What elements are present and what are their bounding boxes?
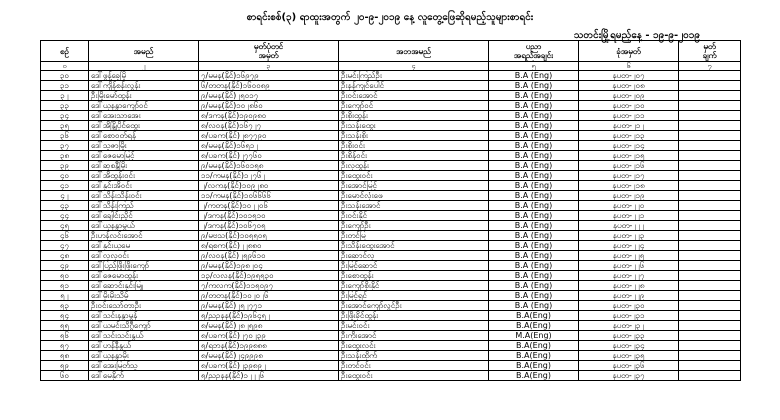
education-cell: B.A (Eng)	[489, 201, 579, 211]
remark-cell	[679, 311, 741, 321]
nrc-cell: ၉/မမန(နိုင်)၂၅၂၇၇၁	[199, 301, 339, 311]
seat-number-cell: နပတ-၂၂၇	[579, 271, 679, 281]
father-name-cell: ဦးမင်းဝင်း	[339, 321, 489, 331]
father-name-cell: ဦးစောထွန်း	[339, 271, 489, 281]
name-cell: ဒေါ်ပြည့်ဖြိုးဖြိုးကျော်	[89, 261, 199, 271]
row-number: ၄၅	[41, 221, 89, 231]
education-cell: B.A (Eng)	[489, 161, 579, 171]
father-name-cell: ဦးကိုးအောင်	[339, 331, 489, 341]
nrc-cell: ၂/ဒကန(နိုင်)၁၀၁၅၁၀	[199, 211, 339, 221]
nrc-cell: ၅/ညဥနန(နိုင်)၁၂၂၂၆	[199, 371, 339, 381]
education-cell: B.A (Eng)	[489, 91, 579, 101]
table-row	[41, 261, 741, 271]
nrc-cell: ၈/မမန(နိုင်)၂၄၉၉၉၈	[199, 351, 339, 361]
table-row	[41, 131, 741, 141]
remark-cell	[679, 211, 741, 221]
seat-number-cell: နပတ-၂၃၄	[579, 341, 679, 351]
father-name-cell: ဦးထွေးဝင်း	[339, 171, 489, 181]
name-cell: ဒေါ်ဟန်နီနွယ်	[89, 341, 199, 351]
father-name-cell: ဦးထွေးလင်း	[339, 341, 489, 351]
table-row	[41, 101, 741, 111]
remark-cell	[679, 321, 741, 331]
nrc-cell: ၇/ကလက(နိုင်)၁၁၅၀၉၇	[199, 281, 339, 291]
name-cell: ဒေါ်ဖွန့်ခေ့မြို	[89, 71, 199, 81]
name-cell: ဒေါ်မိုးမိုးသိမ့်	[89, 291, 199, 301]
seat-number-cell: နပတ-၂၂၀	[579, 201, 679, 211]
education-cell: B.A (Eng)	[489, 101, 579, 111]
table-row	[41, 371, 741, 381]
remark-cell	[679, 241, 741, 251]
seat-number-cell: နပတ-၂၁၃	[579, 131, 679, 141]
father-name-cell: ဦးစိုးထွန်း	[339, 111, 489, 121]
row-number: ၅၇	[41, 341, 89, 351]
table-row	[41, 291, 741, 301]
education-cell: B.A(Eng)	[489, 361, 579, 371]
table-row	[41, 301, 741, 311]
column-header: စဉ်	[41, 41, 89, 62]
name-cell: ဒေါ်ယုနန္ဒာမွယ်	[89, 221, 199, 231]
remark-cell	[679, 111, 741, 121]
column-index: ၆	[579, 62, 679, 71]
nrc-cell: ၂/ကတန(နိုင်)၁၀၂၂၀၆	[199, 201, 339, 211]
name-cell: ဦးဟန်လင်းအောင်	[89, 231, 199, 241]
seat-number-cell: နပတ-၂၃၆	[579, 361, 679, 371]
seat-number-cell: နပတ-၂၃၁	[579, 311, 679, 321]
remark-cell	[679, 101, 741, 111]
name-cell: ဒေါ်ယမင်းသိဂ္ဂီကျော်	[89, 321, 199, 331]
seat-number-cell: နပတ-၂၃၅	[579, 351, 679, 361]
row-number: ၃၃	[41, 101, 89, 111]
row-number: ၅၆	[41, 331, 89, 341]
table-row	[41, 281, 741, 291]
father-name-cell: ဦးမင်းကြည်ဦး	[339, 71, 489, 81]
nrc-cell: ၈/မမန(နိုင်)၂၈၂၅၉၈	[199, 321, 339, 331]
father-name-cell: ဦးအောင်ကျော်လွင်ဦး	[339, 301, 489, 311]
name-cell: ဒေါ်နှင်းအိဝင်း	[89, 181, 199, 191]
remark-cell	[679, 121, 741, 131]
row-number: ၄၀	[41, 171, 89, 181]
column-index: ၂	[89, 62, 199, 71]
document-subtitle: သတင်းမြို့ရမည့်နေ့ - ၁၉-၉-၂၀၁၉	[573, 30, 700, 41]
father-name-cell: ဦးမြင့်ရှင်	[339, 291, 489, 301]
education-cell: B.A (Eng)	[489, 71, 579, 81]
row-number: ၆၀	[41, 371, 89, 381]
table-row	[41, 141, 741, 151]
seat-number-cell: နပတ-၂၃၇	[579, 371, 679, 381]
row-number: ၅၁	[41, 281, 89, 291]
education-cell: B.A (Eng)	[489, 121, 579, 131]
father-name-cell: ဦးဝင်းနိုင်	[339, 211, 489, 221]
remark-cell	[679, 221, 741, 231]
table-row	[41, 321, 741, 331]
name-cell: ဒေါ်သူဇာမြိုး	[89, 141, 199, 151]
remark-cell	[679, 361, 741, 371]
nrc-cell: ၈/ဒကန(နိုင်)၁၉၀၉၈၀	[199, 111, 339, 121]
table-row	[41, 231, 741, 241]
table-row	[41, 221, 741, 231]
remark-cell	[679, 341, 741, 351]
nrc-cell: ၁၁/ကမန(နိုင်)၁၂၇၆၂	[199, 171, 339, 181]
column-index: ၃	[199, 62, 339, 71]
nrc-cell: ၇/မမန(နိုင်)၁၆၉၇၉	[199, 71, 339, 81]
row-number: ၄၉	[41, 261, 89, 271]
row-number: ၅၈	[41, 351, 89, 361]
table-row	[41, 151, 741, 161]
name-cell: ဒေါ်ချေါင်းညှိုင်	[89, 211, 199, 221]
name-cell: ဒေါ်ဇေမောမြင့်	[89, 151, 199, 161]
seat-number-cell: နပတ-၂၀၈	[579, 81, 679, 91]
remark-cell	[679, 161, 741, 171]
seat-number-cell: နပတ-၂၃၀	[579, 301, 679, 311]
table-row	[41, 121, 741, 131]
education-cell: B.A (Eng)	[489, 141, 579, 151]
table-row	[41, 361, 741, 371]
table-index-row	[41, 62, 741, 71]
nrc-cell: ၉/မဗသ(နိုင်)၁၀၅၅၀၅	[199, 231, 339, 241]
education-cell: B.A (Eng)	[489, 151, 579, 161]
row-number: ၃၆	[41, 131, 89, 141]
nrc-cell: ၉/မမန(နိုင်)၁၆၀၁၅၈	[199, 161, 339, 171]
remark-cell	[679, 191, 741, 201]
seat-number-cell: နပတ-၂၂၉	[579, 291, 679, 301]
name-cell: ဦးမြိုးမော်ထွန်း	[89, 91, 199, 101]
nrc-cell: ၈/ရစက(နိုင်)၂၂၈၈၀	[199, 241, 339, 251]
remark-cell	[679, 171, 741, 181]
nrc-cell: ၈/မမန(နိုင်)၁၆၅၁၂	[199, 141, 339, 151]
row-number: ၅၅	[41, 321, 89, 331]
table-row	[41, 181, 741, 191]
nrc-cell: ၈/ပခက(နိုင်)၂၃၉၈၉၂	[199, 361, 339, 371]
column-header: အမည်	[89, 41, 199, 62]
table-row	[41, 111, 741, 121]
nrc-cell: ၉/တတန(နိုင်)၁၀၂၀၂၆	[199, 291, 339, 301]
row-number: ၃၉	[41, 161, 89, 171]
name-cell: ဒေါ်ဆောင်းနှင်းမြူ	[89, 281, 199, 291]
nrc-cell: ၁၃/လလန(နိုင်)၁၉၅၅၃၀	[199, 271, 339, 281]
row-number: ၃၇	[41, 141, 89, 151]
row-number: ၄၇	[41, 241, 89, 251]
education-cell: B.A (Eng)	[489, 111, 579, 121]
father-name-cell: ဦးသန်းထွေး	[339, 121, 489, 131]
table-row	[41, 201, 741, 211]
education-cell: B.A(Eng)	[489, 311, 579, 321]
seat-number-cell: နပတ-၂၀၉	[579, 91, 679, 101]
remark-cell	[679, 301, 741, 311]
name-cell: ဒေါ်သင်းသင်းနွယ်	[89, 331, 199, 341]
remark-cell	[679, 181, 741, 191]
seat-number-cell: နပတ-၂၁၉	[579, 191, 679, 201]
name-cell: ဒေါ်သိန်းကြည်	[89, 201, 199, 211]
remark-cell	[679, 371, 741, 381]
nrc-cell: ၉/လဝန(နိုင်)၂၅၉၆၁၀	[199, 251, 339, 261]
education-cell: B.A (Eng)	[489, 81, 579, 91]
father-name-cell: ဦးတင်ဝင်း	[339, 361, 489, 371]
education-cell: B.A (Eng)	[489, 251, 579, 261]
name-cell: ဒေါ်ကျိန်စန်းလွန်း	[89, 81, 199, 91]
nrc-cell: ၂/လကန(နိုင်)၁၀၉၂၈၀	[199, 181, 339, 191]
father-name-cell: ဦးကျော်ဦး	[339, 221, 489, 231]
remark-cell	[679, 271, 741, 281]
remark-cell	[679, 331, 741, 341]
column-header: မှတ်ပုံတင် အမှတ်	[199, 41, 339, 62]
education-cell: B.A (Eng)	[489, 281, 579, 291]
name-cell: ဒေါ်ဆုစန္ဒီမြိုး	[89, 161, 199, 171]
row-number: ၃၁	[41, 81, 89, 91]
table-row	[41, 91, 741, 101]
education-cell: B.A(Eng)	[489, 321, 579, 331]
father-name-cell: ဦးဝင်းအောင်	[339, 91, 489, 101]
nrc-cell: ၂/ဒကန(နိုင်)၁၀၆၇၀၅	[199, 221, 339, 231]
row-number: ၄၃	[41, 201, 89, 211]
education-cell: B.A (Eng)	[489, 301, 579, 311]
seat-number-cell: နပတ-၂၁၈	[579, 181, 679, 191]
education-cell: B.A(Eng)	[489, 371, 579, 381]
education-cell: B.A (Eng)	[489, 131, 579, 141]
remark-cell	[679, 231, 741, 241]
nrc-cell: ၆/တတန(နိုင်)၁၆၀၀၈၉	[199, 81, 339, 91]
name-cell: ဒေါ်လှလှဝင်း	[89, 251, 199, 261]
seat-number-cell: နပတ-၂၃၂	[579, 321, 679, 331]
father-name-cell: ဦးကျော်စိုးနိုင်	[339, 281, 489, 291]
remark-cell	[679, 281, 741, 291]
father-name-cell: ဦးစိုးဝင်း	[339, 141, 489, 151]
row-number: ၃၄	[41, 111, 89, 121]
document-title: စာရင်းစစ်(၃) ရာထူးအတွက် ၂၀-၉-၂၀၁၉ နေ့ လူတွေ့ဖြေဆိုရမည့်သူများစာရင်း	[246, 12, 534, 23]
candidate-table	[40, 40, 741, 381]
remark-cell	[679, 151, 741, 161]
seat-number-cell: နပတ-၂၂၆	[579, 261, 679, 271]
education-cell: B.A (Eng)	[489, 171, 579, 181]
education-cell: B.A (Eng)	[489, 261, 579, 271]
row-number: ၃၈	[41, 151, 89, 161]
education-cell: B.A (Eng)	[489, 271, 579, 281]
name-cell: ဒေါ်စောဝတ်ရန်	[89, 131, 199, 141]
seat-number-cell: နပတ-၂၁၅	[579, 151, 679, 161]
table-row	[41, 81, 741, 91]
row-number: ၄၂	[41, 191, 89, 201]
seat-number-cell: နပတ-၂၂၄	[579, 241, 679, 251]
father-name-cell: ဦးသိန်းထွေးအောင်	[339, 241, 489, 251]
remark-cell	[679, 81, 741, 91]
father-name-cell: ဦးနန်ကျင်ပေါင်	[339, 81, 489, 91]
row-number: ၅၃	[41, 301, 89, 311]
seat-number-cell: နပတ-၂၁၁	[579, 111, 679, 121]
nrc-cell: ၈/ပခက(နိုင်)၂၇၇၆၀	[199, 151, 339, 161]
row-number: ၃၂	[41, 91, 89, 101]
father-name-cell: ဦးဖြိုးခိုင်ထွန်း	[339, 311, 489, 321]
seat-number-cell: နပတ-၂၃၃	[579, 331, 679, 341]
nrc-cell: ၅/ညဥနန(နိုင်)၁၉၆၄၅၂	[199, 311, 339, 321]
table-row	[41, 311, 741, 321]
father-name-cell: ဦးသန်းစိုး	[339, 131, 489, 141]
father-name-cell: ဦးမောင်လုံးဖေ	[339, 191, 489, 201]
table-row	[41, 271, 741, 281]
seat-number-cell: နပတ-၂၀၇	[579, 71, 679, 81]
father-name-cell: ဦးစိန်ဝင်း	[339, 151, 489, 161]
row-number: ၄၄	[41, 211, 89, 221]
remark-cell	[679, 131, 741, 141]
nrc-cell: ၈/ပခက(နိုင်)၂၇၀၂၃၉	[199, 331, 339, 341]
seat-number-cell: နပတ-၂၂၁	[579, 211, 679, 221]
education-cell: B.A (Eng)	[489, 221, 579, 231]
nrc-cell: ၉/မမန(နိုင်)၁၉၈၂၀၄	[199, 261, 339, 271]
table-header-row	[41, 41, 741, 62]
father-name-cell: ဦးလှထွန်း	[339, 161, 489, 171]
seat-number-cell: နပတ-၂၁၄	[579, 141, 679, 151]
father-name-cell: ဦးထွေးဝင်း	[339, 371, 489, 381]
father-name-cell: ဦးဆောင်လှ	[339, 251, 489, 261]
education-cell: B.A (Eng)	[489, 231, 579, 241]
education-cell: B.A (Eng)	[489, 211, 579, 221]
name-cell: ဒေါ်အေးသာအေး	[89, 111, 199, 121]
father-name-cell: ဦးမြင့်ဆောင်	[339, 261, 489, 271]
education-cell: B.A (Eng)	[489, 241, 579, 251]
seat-number-cell: နပတ-၂၁၇	[579, 171, 679, 181]
remark-cell	[679, 201, 741, 211]
remark-cell	[679, 351, 741, 361]
row-number: ၅၀	[41, 271, 89, 281]
remark-cell	[679, 141, 741, 151]
table-row	[41, 161, 741, 171]
column-index: ၀	[41, 62, 89, 71]
table-row	[41, 71, 741, 81]
seat-number-cell: နပတ-၂၂၈	[579, 281, 679, 291]
row-number: ၃၀	[41, 71, 89, 81]
row-number: ၃၅	[41, 121, 89, 131]
column-header: အဘအမည်	[339, 41, 489, 62]
name-cell: ဦးဝင်းသော်တာဦး	[89, 301, 199, 311]
seat-number-cell: နပတ-၂၂၂	[579, 221, 679, 231]
name-cell: ဒေါ်ယုနန္ဒာမိုး	[89, 351, 199, 361]
remark-cell	[679, 91, 741, 101]
table-row	[41, 251, 741, 261]
table-row	[41, 211, 741, 221]
name-cell: ဒေါ်သိန်းသိန်းဝင်း	[89, 191, 199, 201]
seat-number-cell: နပတ-၂၁၂	[579, 121, 679, 131]
father-name-cell: ဦးအောင်မြင့်	[339, 181, 489, 191]
remark-cell	[679, 291, 741, 301]
education-cell: B.A (Eng)	[489, 291, 579, 301]
table-row	[41, 331, 741, 341]
nrc-cell: ၉/မမန(နိုင်)၂၅၀၁၇	[199, 91, 339, 101]
table-row	[41, 351, 741, 361]
nrc-cell: ၈/ပခက(နိုင်)၂၈၇၇၉၀	[199, 131, 339, 141]
table-row	[41, 191, 741, 201]
remark-cell	[679, 261, 741, 271]
row-number: ၄၈	[41, 251, 89, 261]
name-cell: ဒေါ်အိထွန်းဝင်း	[89, 171, 199, 181]
nrc-cell: ၉/မမန(နိုင်)၁၀၂၈၆၀	[199, 101, 339, 111]
column-header: ခုံအမှတ်	[579, 41, 679, 62]
table-row	[41, 241, 741, 251]
column-index: ၄	[339, 62, 489, 71]
education-cell: B.A (Eng)	[489, 191, 579, 201]
education-cell: M.A(Eng)	[489, 331, 579, 341]
nrc-cell: ၁၁/ကမန(နိုင်)၁၀၆၆၆၆	[199, 191, 339, 201]
education-cell: B.A (Eng)	[489, 181, 579, 191]
nrc-cell: ၅/ရဘန(နိုင်)၁၉၉၈၈၈	[199, 341, 339, 351]
name-cell: ဒေါ်သင်းနန္ဒာမွန်	[89, 311, 199, 321]
column-header: မှတ် ချက်	[679, 41, 741, 62]
column-index: ၅	[489, 62, 579, 71]
table-body	[41, 71, 741, 381]
table-row	[41, 341, 741, 351]
nrc-cell: ၈/လဝန(နိုင်)၁၆၇၂၇	[199, 121, 339, 131]
remark-cell	[679, 71, 741, 81]
name-cell: ဒေါ်ယုနန္ဒာကျော်ဝင်	[89, 101, 199, 111]
father-name-cell: ဦးသန်းအောင်	[339, 201, 489, 211]
name-cell: ဒေါ်အေးမြတ်သူ	[89, 361, 199, 371]
education-cell: B.A(Eng)	[489, 351, 579, 361]
row-number: ၄၆	[41, 231, 89, 241]
column-index: ၇	[679, 62, 741, 71]
row-number: ၅၂	[41, 291, 89, 301]
seat-number-cell: နပတ-၂၂၅	[579, 251, 679, 261]
father-name-cell: ဦးတင်မြ	[339, 231, 489, 241]
father-name-cell: ဦးသန်းထိုက်	[339, 351, 489, 361]
education-cell: B.A(Eng)	[489, 341, 579, 351]
seat-number-cell: နပတ-၂၂၃	[579, 231, 679, 241]
seat-number-cell: နပတ-၂၁၆	[579, 161, 679, 171]
table-row	[41, 171, 741, 181]
name-cell: ဒေါ်ဇေမောထွန်း	[89, 271, 199, 281]
row-number: ၄၁	[41, 181, 89, 191]
name-cell: ဒေါ်နှင်းယုမေ	[89, 241, 199, 251]
column-header: ပညာ အရည်အချင်း	[489, 41, 579, 62]
father-name-cell: ဦးကျော်ဝင်	[339, 101, 489, 111]
row-number: ၅၉	[41, 361, 89, 371]
name-cell: ဒေါ်မေနိုက်	[89, 371, 199, 381]
seat-number-cell: နပတ-၂၁၀	[579, 101, 679, 111]
name-cell: ဒေါ်အိန္ဒြိုပိုင်ထွေး	[89, 121, 199, 131]
row-number: ၅၄	[41, 311, 89, 321]
remark-cell	[679, 251, 741, 261]
